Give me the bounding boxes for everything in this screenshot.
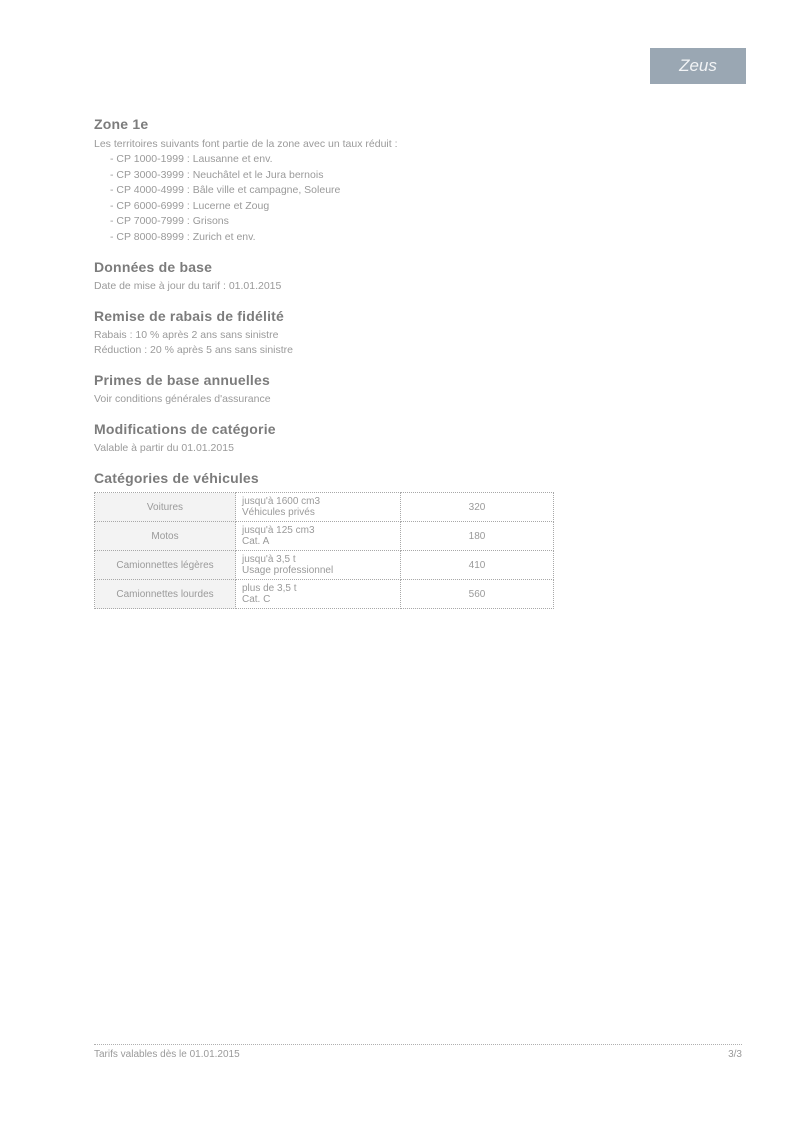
page-footer bbox=[94, 1044, 742, 1060]
row-detail bbox=[236, 522, 401, 551]
detail-line: jusqu'à 1600 cm3 bbox=[242, 496, 321, 507]
detail-line: Cat. A bbox=[242, 536, 270, 547]
list-item: - CP 4000-4999 : Bâle ville et campagne, Soleure bbox=[110, 183, 554, 199]
table-row bbox=[95, 580, 554, 609]
page-number: 3/3 bbox=[728, 1049, 742, 1060]
section-text: Valable à partir du 01.01.2015 bbox=[94, 442, 234, 454]
section-categories bbox=[94, 470, 554, 609]
detail-line: jusqu'à 3,5 t bbox=[242, 554, 296, 565]
detail-line: Véhicules privés bbox=[242, 507, 315, 518]
section-heading: Modifications de catégorie bbox=[94, 421, 276, 437]
table-row bbox=[95, 522, 554, 551]
row-value: 410 bbox=[401, 551, 554, 580]
footer-text: Tarifs valables dès le 01.01.2015 bbox=[94, 1049, 240, 1060]
section-text: Voir conditions générales d'assurance bbox=[94, 393, 271, 405]
section-heading: Zone 1e bbox=[94, 116, 149, 132]
section-loyalty bbox=[94, 308, 554, 358]
section-heading: Primes de base annuelles bbox=[94, 372, 270, 388]
row-key: Motos bbox=[95, 522, 236, 551]
detail-line: jusqu'à 125 cm3 bbox=[242, 525, 315, 536]
section-heading: Remise de rabais de fidélité bbox=[94, 308, 285, 324]
detail-line: Cat. C bbox=[242, 594, 271, 605]
row-key: Camionnettes lourdes bbox=[95, 580, 236, 609]
row-detail bbox=[236, 551, 401, 580]
list-item: - CP 1000-1999 : Lausanne et env. bbox=[110, 152, 554, 168]
row-key: Voitures bbox=[95, 493, 236, 522]
categories-table bbox=[94, 492, 554, 609]
row-value: 560 bbox=[401, 580, 554, 609]
section-base-data bbox=[94, 259, 554, 294]
section-heading: Données de base bbox=[94, 259, 213, 275]
section-text: Rabais : 10 % après 2 ans sans sinistre bbox=[94, 329, 279, 341]
table-row bbox=[95, 493, 554, 522]
row-detail bbox=[236, 580, 401, 609]
list-item: - CP 7000-7999 : Grisons bbox=[110, 214, 554, 230]
list-item: - CP 8000-8999 : Zurich et env. bbox=[110, 230, 554, 246]
detail-line: Usage professionnel bbox=[242, 565, 334, 576]
zone-list bbox=[94, 152, 554, 245]
section-text: Date de mise à jour du tarif : 01.01.2015 bbox=[94, 280, 282, 292]
section-zone bbox=[94, 116, 554, 245]
row-value: 180 bbox=[401, 522, 554, 551]
section-intro: Les territoires suivants font partie de la zone avec un taux réduit : bbox=[94, 138, 398, 150]
row-detail bbox=[236, 493, 401, 522]
detail-line: plus de 3,5 t bbox=[242, 583, 297, 594]
row-value: 320 bbox=[401, 493, 554, 522]
list-item: - CP 3000-3999 : Neuchâtel et le Jura bernois bbox=[110, 168, 554, 184]
section-text: Réduction : 20 % après 5 ans sans sinistre bbox=[94, 344, 294, 356]
document-body bbox=[94, 116, 554, 609]
row-key: Camionnettes légères bbox=[95, 551, 236, 580]
brand-badge: Zeus bbox=[650, 48, 746, 84]
table-row bbox=[95, 551, 554, 580]
section-changes bbox=[94, 421, 554, 456]
section-premiums bbox=[94, 372, 554, 407]
section-heading: Catégories de véhicules bbox=[94, 470, 259, 486]
list-item: - CP 6000-6999 : Lucerne et Zoug bbox=[110, 199, 554, 215]
